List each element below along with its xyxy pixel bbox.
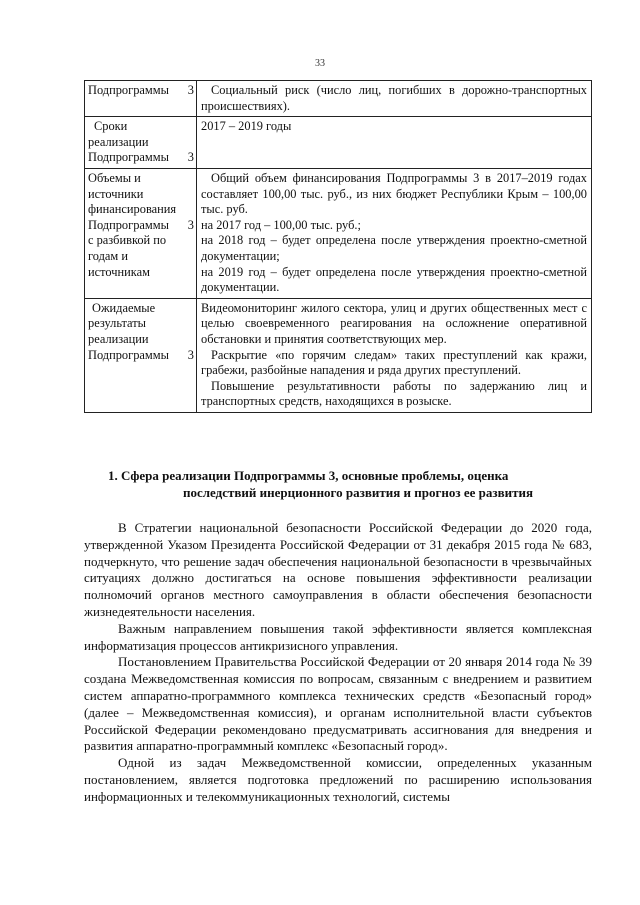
label-line: реализации — [88, 134, 149, 149]
table-row — [85, 117, 592, 169]
content-text: Повышение результативности работы по задержанию лиц и транспортных средств, находящихся в розыске. — [201, 378, 587, 409]
label-text: Подпрограммы — [88, 150, 169, 165]
label-number: 3 — [187, 347, 194, 362]
table-row — [85, 298, 592, 412]
row-label — [85, 81, 197, 117]
content-text: на 2017 год – 100,00 тыс. руб.; — [201, 217, 361, 232]
label-text: Подпрограммы — [88, 347, 169, 362]
label-line: источники — [88, 186, 144, 201]
content-text: Социальный риск (число лиц, погибших в дорожно-транспортных происшествиях). — [201, 83, 587, 113]
page-number: 33 — [315, 58, 325, 69]
label-text: Подпрограммы — [88, 83, 169, 97]
label-line: с разбивкой по — [88, 233, 167, 248]
label-text: Подпрограммы — [88, 217, 169, 232]
label-line: результаты — [88, 316, 146, 331]
body-text — [84, 520, 592, 806]
content-text: на 2019 год – будет определена после утверждения проектно-сметной документации. — [201, 264, 587, 295]
label-number: 3 — [187, 83, 194, 97]
paragraph: Одной из задач Межведомственной комиссии, определенных указанным постановлением, является подготовка предложений по расширению использования информационных и телекоммуникационных технологий, системы — [84, 755, 592, 804]
content-text: Раскрытие «по горячим следам» таких преступлений как кражи, грабежи, разбойные нападения и ряда других преступлений. — [201, 347, 587, 378]
row-content — [197, 298, 592, 412]
paragraph: В Стратегии национальной безопасности Российской Федерации до 2020 года, утвержденной Указом Президента Российской Федерации от 31 декабря 2015 года № 683, подчеркнуто, что решение задач обеспечения национальной безопасности в чрезвычайных ситуациях должно достигаться на основе повышения эффективности реализации полномочий органов местного самоуправления в области обеспечения безопасности жизнедеятельности населения. — [84, 520, 592, 619]
section-heading-line: 1. Сфера реализации Подпрограммы 3, основные проблемы, оценка — [108, 468, 509, 483]
row-content — [197, 81, 592, 117]
label-line: Ожидаемые — [92, 300, 156, 315]
label-line: годам и — [88, 248, 128, 263]
content-text: 2017 – 2019 годы — [201, 119, 292, 134]
row-label — [85, 117, 197, 169]
label-line: Сроки — [94, 119, 128, 134]
label-line: реализации — [88, 331, 149, 346]
row-content — [197, 117, 592, 169]
paragraph: Важным направлением повышения такой эффективности является комплексная информатизация процессов антикризисного управления. — [84, 620, 592, 653]
subprogram-passport-table — [84, 80, 592, 413]
table-row — [85, 168, 592, 298]
paragraph: Постановлением Правительства Российской Федерации от 20 января 2014 года № 39 создана Межведомственная комиссия по вопросам, связанным с внедрением и развитием систем аппаратно-программного комплекса технических средств «Безопасный город» (далее – Межведомственная комиссия), и органам исполнительной власти субъектов Российской Федерации рекомендовано предусматривать ассигнования для внедрения и развития аппаратно-программный комплекс «Безопасный город». — [84, 654, 592, 754]
label-line: Объемы и — [88, 170, 141, 185]
section-heading — [108, 467, 588, 501]
section-heading-line: последствий инерционного развития и прогноз ее развития — [182, 485, 534, 500]
content-text: Общий объем финансирования Подпрограммы 3 в 2017–2019 годах составляет 100,00 тыс. руб., из них бюджет Республики Крым – 100,00 тыс. руб. — [201, 170, 587, 217]
label-line: источникам — [88, 264, 150, 279]
row-content — [197, 168, 592, 298]
table-row — [85, 81, 592, 117]
label-number: 3 — [187, 150, 194, 165]
content-text: на 2018 год – будет определена после утверждения проектно-сметной документации; — [201, 233, 587, 263]
label-number: 3 — [187, 217, 194, 232]
content-text: Видеомониторинг жилого сектора, улиц и других общественных мест с целью своевременного реагирования на осложнение оперативной обстановки и принятия соответствующих мер. — [201, 300, 587, 346]
row-label — [85, 168, 197, 298]
label-line: финансирования — [88, 202, 177, 217]
row-label — [85, 298, 197, 412]
